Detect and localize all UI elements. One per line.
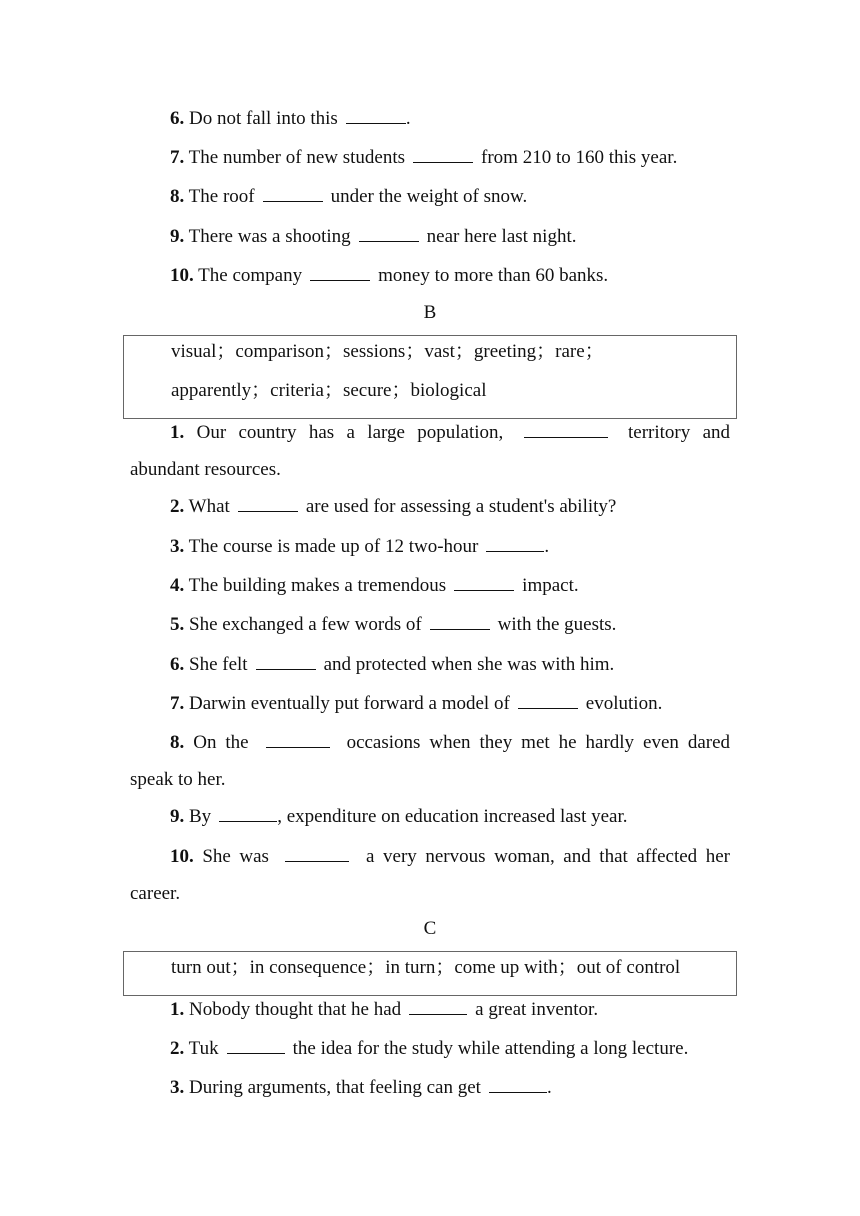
answer-blank[interactable]: [518, 691, 578, 709]
item-number: 9: [170, 226, 180, 247]
answer-blank[interactable]: [227, 1036, 285, 1054]
word-bank-line: turn out；in consequence；in turn；come up with；out of control: [171, 957, 681, 978]
item-number: 6: [170, 108, 180, 129]
item-text-before: Darwin eventually put forward a model of: [189, 693, 510, 714]
item-text-before: The course is made up of 12 two-hour: [188, 536, 479, 557]
item-text-after: territory and: [627, 422, 731, 443]
item-text-before: There was a shooting: [188, 226, 351, 247]
exercise-b-item-1: 1. Our country has a large population, territory and: [170, 422, 731, 443]
item-number: 7: [170, 147, 180, 168]
item-text-after: money to more than 60 banks.: [378, 265, 609, 286]
item-number: 2: [170, 496, 180, 517]
item-text-before: On the: [193, 732, 249, 753]
item-continuation: career.: [130, 883, 181, 904]
item-text-after: impact.: [522, 575, 579, 596]
item-text-before: Nobody thought that he had: [189, 999, 402, 1020]
item-number: 3: [170, 536, 180, 557]
answer-blank[interactable]: [524, 420, 608, 438]
item-text-before: By: [189, 806, 212, 827]
exercise-b-item-6: 6. She felt and protected when she was with him.: [170, 654, 615, 675]
item-text-after: the idea for the study while attending a long lecture.: [292, 1038, 689, 1059]
word-bank-line: visual；comparison；sessions；vast；greeting；rare；: [171, 341, 604, 362]
item-number: 1: [170, 999, 180, 1020]
answer-blank[interactable]: [489, 1075, 547, 1093]
answer-blank[interactable]: [310, 263, 370, 281]
section-b-word-bank: [123, 335, 737, 419]
item-text-after: a great inventor.: [475, 999, 599, 1020]
item-text-before: What: [188, 496, 230, 517]
item-text-after: evolution.: [585, 693, 663, 714]
item-number: 8: [170, 186, 180, 207]
item-number: 4: [170, 575, 180, 596]
answer-blank[interactable]: [346, 106, 406, 124]
item-text-before: She felt: [189, 654, 248, 675]
exercise-c-item-2: 2. Tuk the idea for the study while attending a long lecture.: [170, 1038, 689, 1059]
item-text-before: The roof: [188, 186, 255, 207]
answer-blank[interactable]: [256, 652, 316, 670]
section-c-heading: C: [423, 918, 437, 939]
item-text-after: from 210 to 160 this year.: [481, 147, 678, 168]
item-text-before: Do not fall into this: [189, 108, 338, 129]
item-text-after: under the weight of snow.: [330, 186, 528, 207]
item-text-before: During arguments, that feeling can get: [189, 1077, 481, 1098]
item-continuation: speak to her.: [130, 769, 226, 790]
answer-blank[interactable]: [285, 844, 349, 862]
item-text-after: , expenditure on education increased last year.: [277, 806, 628, 827]
answer-blank[interactable]: [409, 997, 467, 1015]
answer-blank[interactable]: [238, 494, 298, 512]
item-continuation: abundant resources.: [130, 459, 281, 480]
item-text-before: She exchanged a few words of: [189, 614, 422, 635]
item-number: 2: [170, 1038, 180, 1059]
section-c-word-bank: [123, 951, 737, 996]
exercise-c-item-3: 3. During arguments, that feeling can get .: [170, 1077, 552, 1098]
item-number: 6: [170, 654, 180, 675]
item-text-after: and protected when she was with him.: [323, 654, 615, 675]
item-text-after: .: [405, 108, 411, 129]
answer-blank[interactable]: [359, 224, 419, 242]
item-number: 1: [170, 422, 180, 443]
word-bank-line: apparently；criteria；secure；biological: [171, 380, 487, 401]
item-text-before: The building makes a tremendous: [188, 575, 447, 596]
item-number: 10: [170, 846, 189, 867]
item-number: 8: [170, 732, 180, 753]
exercise-a-item-9: 9. There was a shooting near here last night.: [170, 226, 577, 247]
exercise-a-item-7: 7. The number of new students from 210 to 160 this year.: [170, 147, 678, 168]
item-text-before: The company: [198, 265, 303, 286]
item-text-after: .: [544, 536, 550, 557]
answer-blank[interactable]: [430, 612, 490, 630]
item-text-after: .: [546, 1077, 552, 1098]
item-number: 10: [170, 265, 189, 286]
exercise-a-item-6: 6. Do not fall into this .: [170, 108, 411, 129]
item-number: 7: [170, 693, 180, 714]
item-number: 3: [170, 1077, 180, 1098]
answer-blank[interactable]: [263, 184, 323, 202]
exercise-b-item-10: 10. She was a very nervous woman, and that affected her: [170, 846, 730, 867]
exercise-b-item-9: 9. By , expenditure on education increased last year.: [170, 806, 628, 827]
answer-blank[interactable]: [219, 804, 277, 822]
answer-blank[interactable]: [266, 730, 330, 748]
item-text-after: are used for assessing a student's ability?: [305, 496, 617, 517]
exercise-b-item-5: 5. She exchanged a few words of with the guests.: [170, 614, 617, 635]
answer-blank[interactable]: [486, 534, 544, 552]
section-b-heading: B: [423, 302, 437, 323]
item-number: 9: [170, 806, 180, 827]
exercise-b-item-7: 7. Darwin eventually put forward a model of evolution.: [170, 693, 663, 714]
exercise-b-item-4: 4. The building makes a tremendous impact.: [170, 575, 579, 596]
item-text-before: The number of new students: [188, 147, 406, 168]
item-text-after: near here last night.: [426, 226, 577, 247]
item-text-before: Tuk: [188, 1038, 219, 1059]
answer-blank[interactable]: [454, 573, 514, 591]
exercise-c-item-1: 1. Nobody thought that he had a great inventor.: [170, 999, 599, 1020]
item-text-after: a very nervous woman, and that affected her: [366, 846, 730, 867]
exercise-b-item-2: 2. What are used for assessing a student's ability?: [170, 496, 617, 517]
item-text-after: with the guests.: [497, 614, 617, 635]
exercise-a-item-10: 10. The company money to more than 60 banks.: [170, 265, 609, 286]
item-text-before: She was: [202, 846, 269, 867]
exercise-b-item-3: 3. The course is made up of 12 two-hour .: [170, 536, 550, 557]
exercise-b-item-8: 8. On the occasions when they met he hardly even dared: [170, 732, 731, 753]
answer-blank[interactable]: [413, 145, 473, 163]
item-text-after: occasions when they met he hardly even dared: [346, 732, 731, 753]
item-number: 5: [170, 614, 180, 635]
item-text-before: Our country has a large population,: [196, 422, 504, 443]
exercise-a-item-8: 8. The roof under the weight of snow.: [170, 186, 528, 207]
